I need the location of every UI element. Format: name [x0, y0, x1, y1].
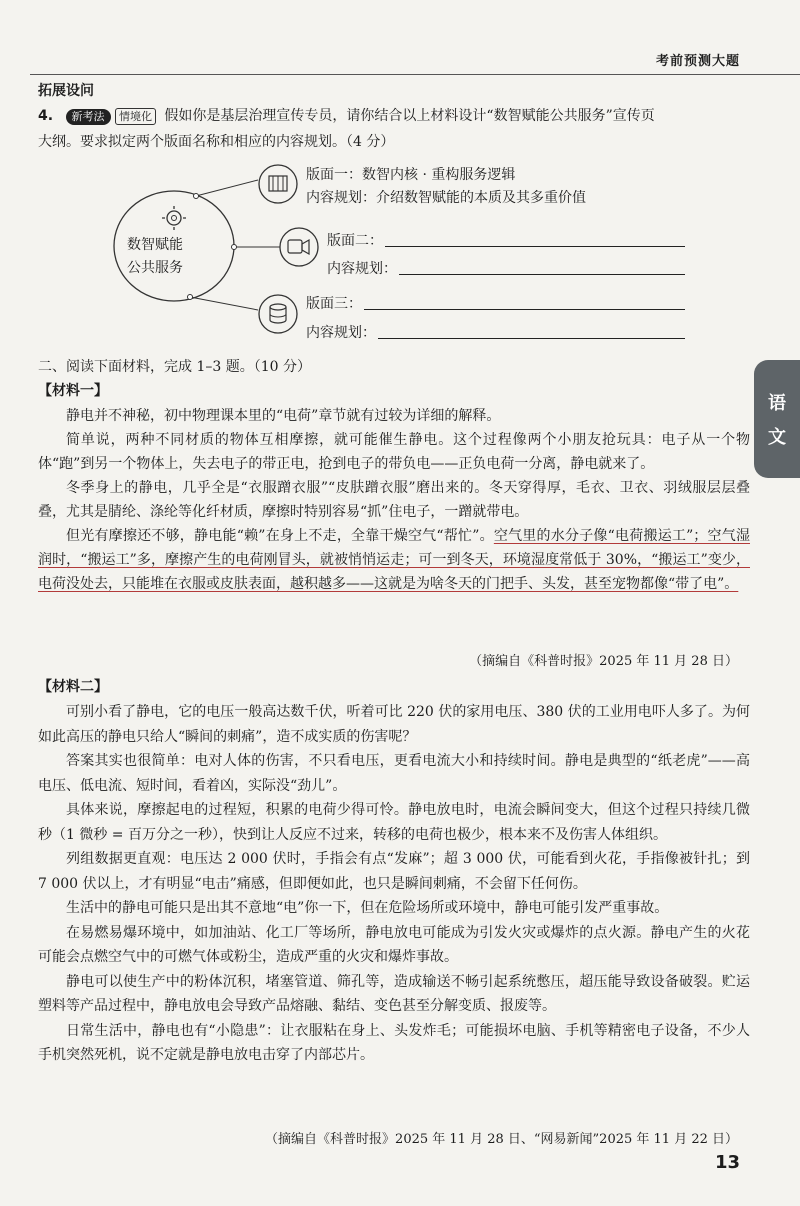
- material2-paragraph: 生活中的静电可能只是出其不意地“电”你一下，但在危险场所或环境中，静电可能引发严重事故。: [66, 900, 669, 916]
- tag-context: 情境化: [115, 108, 156, 125]
- material2-paragraph: 静电可以使生产中的粉体沉积，堵塞管道、筛孔等，造成输送不畅引起系统憋压，超压能导致设备破裂。贮运塑料等产品过程中，静电放电会导致产品熔融、黏结、变色甚至分解变质、报废等。: [38, 973, 750, 1014]
- material1-p4-underlined: 空气里的水分子像“电荷搬运工”；空气湿润时，“搬运工”多，摩擦产生的电荷刚冒头，就被悄悄运走；可一到冬天，环境湿度常低于 30%，“搬运工”变少，电荷没处去，只能堆在衣服或皮肤表面，越积越多——这就是为啥冬天的门把手、头发，甚至宠物都像“带了电”。: [38, 528, 750, 592]
- center-label-line2: 公共服务: [127, 260, 183, 276]
- question-4: [38, 103, 750, 155]
- board2-plan: 内容规划：: [327, 261, 397, 277]
- tag-new-method: 新考法: [66, 109, 111, 125]
- book-icon: [259, 165, 297, 203]
- running-header: 考前预测大题: [655, 54, 740, 69]
- board3-name: 版面三：: [306, 296, 362, 312]
- subject-tab: [754, 360, 800, 478]
- material2-paragraph: 可别小看了静电，它的电压一般高达数千伏，听着可比 220 伏的家用电压、380 伏的工业用电吓人多了。为何如此高压的静电只给人“瞬间的刺痛”，造不成实质的伤害呢？: [38, 704, 750, 745]
- material1-paragraph: 简单说，两种不同材质的物体互相摩擦，就可能催生静电。这个过程像两个小朋友抢玩具：电子从一个物体“跑”到另一个物体上，失去电子的带正电，抢到电子的带负电——正负电荷一分离，静电就来了。: [38, 432, 750, 472]
- board3-plan-blank[interactable]: [378, 338, 685, 339]
- material2-paragraph: 答案其实也很简单：电对人体的伤害，不只看电压，更看电流大小和持续时间。静电是典型的“纸老虎”——高电压、低电流、短时间，看着凶，实际没“劲儿”。: [38, 753, 750, 794]
- subject-tab-char2: 文: [768, 427, 786, 448]
- section-expand-label: 拓展设问: [38, 83, 94, 99]
- board2-name: 版面二：: [327, 233, 383, 249]
- connector-2-node: [232, 245, 237, 250]
- board3-plan: 内容规划：: [306, 325, 376, 341]
- material2-label: 【材料二】: [38, 679, 108, 695]
- material2-paragraph: 列组数据更直观：电压达 2 000 伏时，手指会有点“发麻”；超 3 000 伏，可能看到火花，手指像被针扎；到 7 000 伏以上，才有明显“电击”痛感，但即便如此，也只是瞬间刺痛，不会留下任何伤。: [38, 851, 750, 892]
- material1-p4-plain: 但光有摩擦还不够，静电能“赖”在身上不走，全靠干燥空气“帮忙”。: [66, 528, 494, 544]
- subject-tab-char1: 语: [768, 393, 786, 414]
- connector-1: [196, 180, 258, 196]
- video-camera-icon: [280, 228, 318, 266]
- board2-name-blank[interactable]: [385, 246, 685, 247]
- material1-label: 【材料一】: [38, 383, 108, 399]
- question-text-line1: 假如你是基层治理宣传专员，请你结合以上材料设计“数智赋能公共服务”宣传页: [164, 108, 655, 124]
- header-rule: [30, 74, 800, 75]
- database-icon: [259, 295, 297, 333]
- material2-source: （摘编自《科普时报》2025 年 11 月 28 日、“网易新闻”2025 年 11 月 22 日）: [265, 1132, 738, 1147]
- material1-paragraph: 静电并不神秘，初中物理课本里的“电荷”章节就有过较为详细的解释。: [66, 408, 501, 424]
- question-number: 4.: [38, 108, 54, 124]
- gear-icon: [162, 206, 186, 230]
- material2-paragraph: 具体来说，摩擦起电的过程短，积累的电荷少得可怜。静电放电时，电流会瞬间变大，但这个过程只持续几微秒（1 微秒 = 百万分之一秒），快到让人反应不过来，转移的电荷也极少，根本来不及伤害人体组织。: [38, 802, 750, 843]
- page-number: 13: [714, 1152, 740, 1173]
- board1-name: 版面一：数智内核 · 重构服务逻辑: [306, 167, 516, 183]
- material2-paragraph: 日常生活中，静电也有“小隐患”：让衣服粘在身上、头发炸毛；可能损坏电脑、手机等精密电子设备，不少人手机突然死机，说不定就是静电放电击穿了内部芯片。: [38, 1022, 750, 1063]
- board1-plan: 内容规划：介绍数智赋能的本质及其多重价值: [306, 190, 586, 206]
- center-label-line1: 数智赋能: [127, 237, 183, 253]
- connector-3: [190, 297, 258, 310]
- connector-1-node: [194, 194, 199, 199]
- board2-plan-blank[interactable]: [399, 274, 685, 275]
- material2-paragraph: 在易燃易爆环境中，如加油站、化工厂等场所，静电放电可能成为引发火灾或爆炸的点火源。静电产生的火花可能会点燃空气中的可燃气体或粉尘，造成严重的火灾和爆炸事故。: [38, 924, 750, 965]
- question-text-line2: 大纲。要求拟定两个版面名称和相应的内容规划。（4 分）: [38, 134, 395, 150]
- material1-paragraph: [38, 524, 750, 596]
- section2-title: 二、阅读下面材料，完成 1–3 题。（10 分）: [38, 359, 311, 375]
- board3-name-blank[interactable]: [364, 309, 685, 310]
- material1-paragraph: 冬季身上的静电，几乎全是“衣服蹭衣服”“皮肤蹭衣服”磨出来的。冬天穿得厚，毛衣、卫衣、羽绒服层层叠叠，尤其是腈纶、涤纶等化纤材质，摩擦时特别容易“抓”住电子，一蹭就带电。: [38, 480, 750, 520]
- connector-3-node: [188, 295, 193, 300]
- material1-source: （摘编自《科普时报》2025 年 11 月 28 日）: [469, 654, 738, 669]
- material1-body: [38, 404, 750, 596]
- material2-body: [38, 700, 750, 1068]
